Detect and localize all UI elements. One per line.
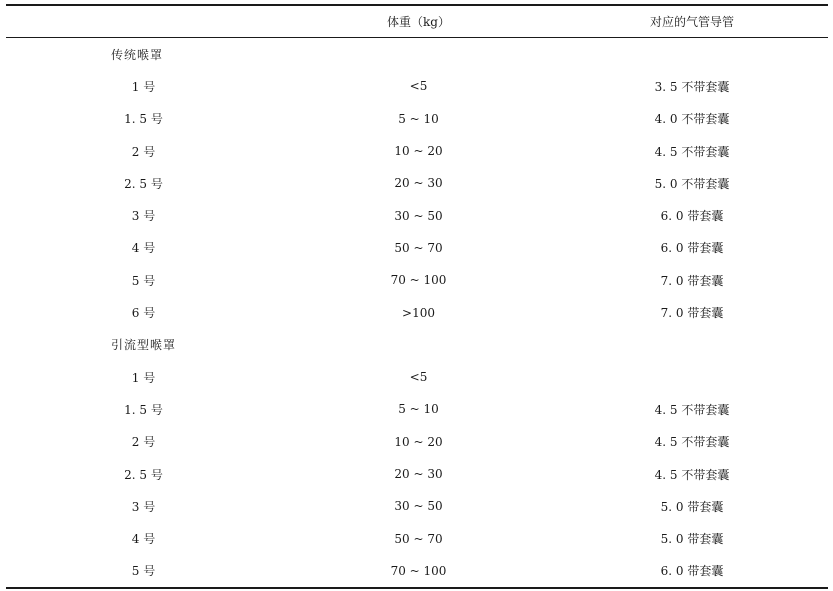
weight-cell: 10 ~ 20 (394, 434, 443, 449)
section-title: 传统喉罩 (111, 47, 164, 62)
header-tube: 对应的气管导管 (649, 15, 734, 29)
table-row (6, 103, 828, 135)
tube-cell: 4. 0 不带套囊 (654, 112, 730, 127)
size-cell: 2. 5 号 (124, 176, 163, 191)
table-body (6, 38, 828, 587)
tube-cell: 4. 5 不带套囊 (654, 402, 730, 417)
weight-cell: 10 ~ 20 (394, 144, 443, 159)
tube-cell: 4. 5 不带套囊 (654, 467, 730, 482)
table-row (6, 555, 828, 587)
table-row (6, 199, 828, 231)
weight-cell: 5 ~ 10 (398, 111, 439, 126)
tube-cell: 6. 0 带套囊 (660, 241, 724, 256)
header-weight: 体重（kg） (387, 15, 450, 29)
weight-cell: 30 ~ 50 (394, 208, 443, 223)
section-row (6, 329, 828, 361)
size-cell: 1 号 (131, 79, 156, 94)
weight-cell: 5 ~ 10 (398, 402, 439, 417)
weight-cell: <5 (409, 370, 428, 385)
weight-cell: >100 (402, 305, 435, 320)
table-row (6, 522, 828, 554)
tube-cell: 5. 0 带套囊 (660, 532, 724, 547)
size-cell: 4 号 (131, 241, 156, 256)
table-row (6, 232, 828, 264)
size-cell: 1. 5 号 (124, 112, 163, 127)
table-header (6, 6, 828, 37)
tube-cell: 7. 0 带套囊 (660, 273, 724, 288)
tube-cell: 5. 0 不带套囊 (654, 176, 730, 191)
tube-cell: 4. 5 不带套囊 (654, 144, 730, 159)
table-row (6, 296, 828, 328)
table-row (6, 361, 828, 393)
size-cell: 5 号 (131, 273, 156, 288)
weight-cell: 30 ~ 50 (394, 499, 443, 514)
size-cell: 5 号 (131, 564, 156, 579)
table-row (6, 426, 828, 458)
table-row (6, 393, 828, 425)
table-row (6, 70, 828, 102)
size-cell: 1 号 (131, 370, 156, 385)
table-row (6, 458, 828, 490)
size-cell: 1. 5 号 (124, 402, 163, 417)
table-row (6, 264, 828, 296)
tube-cell: 6. 0 带套囊 (660, 209, 724, 224)
size-cell: 2 号 (131, 144, 156, 159)
weight-cell: 50 ~ 70 (394, 531, 443, 546)
size-cell: 3 号 (131, 499, 156, 514)
section-row (6, 38, 828, 70)
weight-cell: 70 ~ 100 (390, 563, 447, 578)
weight-cell: 20 ~ 30 (394, 176, 443, 191)
bottom-rule (6, 587, 828, 589)
size-cell: 6 号 (131, 306, 156, 321)
tube-cell: 7. 0 带套囊 (660, 306, 724, 321)
table-row (6, 135, 828, 167)
tube-cell: 4. 5 不带套囊 (654, 435, 730, 450)
size-cell: 2. 5 号 (124, 467, 163, 482)
tube-cell: 3. 5 不带套囊 (654, 79, 730, 94)
weight-cell: 70 ~ 100 (390, 273, 447, 288)
laryngeal-mask-table (6, 4, 828, 589)
weight-cell: 50 ~ 70 (394, 240, 443, 255)
tube-cell: 6. 0 带套囊 (660, 564, 724, 579)
weight-cell: <5 (409, 79, 428, 94)
size-cell: 3 号 (131, 209, 156, 224)
size-cell: 2 号 (131, 435, 156, 450)
section-title: 引流型喉罩 (111, 338, 177, 353)
weight-cell: 20 ~ 30 (394, 467, 443, 481)
size-cell: 4 号 (131, 532, 156, 547)
table-row (6, 167, 828, 199)
tube-cell: 5. 0 带套囊 (660, 499, 724, 514)
table-row (6, 490, 828, 522)
